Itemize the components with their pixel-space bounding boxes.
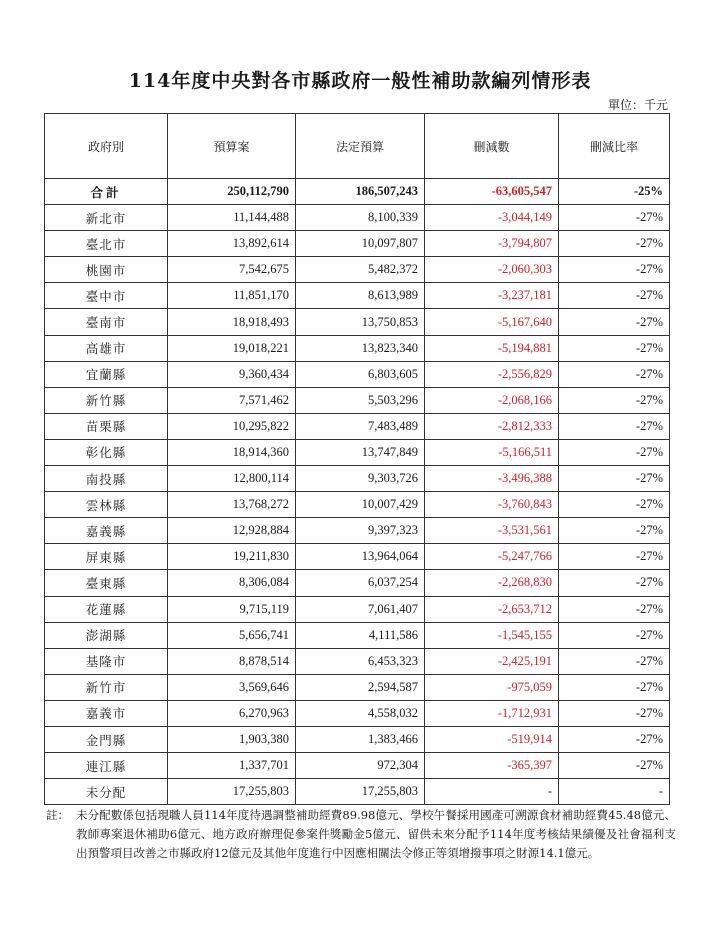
cut-amount: -5,247,766 bbox=[425, 544, 559, 570]
legal-budget: 7,483,489 bbox=[296, 413, 425, 439]
legal-budget: 6,803,605 bbox=[296, 361, 425, 387]
cut-amount: - bbox=[425, 779, 559, 805]
budget-proposal: 5,656,741 bbox=[168, 622, 296, 648]
legal-budget: 10,007,429 bbox=[296, 492, 425, 518]
legal-budget: 6,037,254 bbox=[296, 570, 425, 596]
government-name: 南投縣 bbox=[45, 466, 168, 492]
government-name: 花蓮縣 bbox=[45, 596, 168, 622]
government-name: 基隆市 bbox=[45, 648, 168, 674]
cut-ratio: -27% bbox=[559, 466, 670, 492]
legal-budget: 6,453,323 bbox=[296, 648, 425, 674]
legal-budget: 10,097,807 bbox=[296, 231, 425, 257]
government-name: 新竹縣 bbox=[45, 387, 168, 413]
cut-ratio: -27% bbox=[559, 544, 670, 570]
legal-budget: 9,303,726 bbox=[296, 466, 425, 492]
table-row bbox=[45, 439, 670, 465]
cut-amount: -5,167,640 bbox=[425, 309, 559, 335]
table-row bbox=[45, 596, 670, 622]
budget-proposal: 11,851,170 bbox=[168, 283, 296, 309]
government-name: 未分配 bbox=[45, 779, 168, 805]
legal-budget: 13,823,340 bbox=[296, 335, 425, 361]
cut-amount: -3,044,149 bbox=[425, 205, 559, 231]
unit-label: 單位：千元 bbox=[607, 98, 668, 112]
cut-ratio: - bbox=[559, 779, 670, 805]
cut-amount: -3,794,807 bbox=[425, 231, 559, 257]
table-row bbox=[45, 361, 670, 387]
cut-amount: -3,531,561 bbox=[425, 518, 559, 544]
cut-amount: -365,397 bbox=[425, 753, 559, 779]
budget-proposal: 6,270,963 bbox=[168, 700, 296, 726]
legal-budget: 5,503,296 bbox=[296, 387, 425, 413]
legal-budget: 9,397,323 bbox=[296, 518, 425, 544]
government-name: 新竹市 bbox=[45, 674, 168, 700]
table-row bbox=[45, 700, 670, 726]
cut-ratio: -27% bbox=[559, 674, 670, 700]
legal-budget: 4,558,032 bbox=[296, 700, 425, 726]
table-row bbox=[45, 257, 670, 283]
cut-amount: -519,914 bbox=[425, 726, 559, 752]
government-name: 連江縣 bbox=[45, 753, 168, 779]
table-row bbox=[45, 309, 670, 335]
table-row bbox=[45, 726, 670, 752]
cut-amount: -2,653,712 bbox=[425, 596, 559, 622]
legal-budget: 972,304 bbox=[296, 753, 425, 779]
cut-ratio: -27% bbox=[559, 205, 670, 231]
cut-ratio: -27% bbox=[559, 596, 670, 622]
table-row bbox=[45, 413, 670, 439]
government-name: 苗栗縣 bbox=[45, 413, 168, 439]
cut-ratio: -27% bbox=[559, 309, 670, 335]
column-header-cut-amount: 刪減數 bbox=[425, 114, 559, 179]
total-legal-budget: 186,507,243 bbox=[296, 179, 425, 205]
table-row bbox=[45, 779, 670, 805]
legal-budget: 17,255,803 bbox=[296, 779, 425, 805]
table-row bbox=[45, 674, 670, 700]
cut-amount: -3,496,388 bbox=[425, 466, 559, 492]
table-row bbox=[45, 283, 670, 309]
budget-proposal: 12,928,884 bbox=[168, 518, 296, 544]
cut-amount: -1,545,155 bbox=[425, 622, 559, 648]
cut-ratio: -27% bbox=[559, 622, 670, 648]
table-row bbox=[45, 387, 670, 413]
cut-ratio: -27% bbox=[559, 387, 670, 413]
cut-amount: -1,712,931 bbox=[425, 700, 559, 726]
budget-proposal: 18,914,360 bbox=[168, 439, 296, 465]
cut-ratio: -27% bbox=[559, 231, 670, 257]
table-row bbox=[45, 753, 670, 779]
budget-proposal: 7,571,462 bbox=[168, 387, 296, 413]
total-label: 合計 bbox=[45, 179, 168, 205]
legal-budget: 13,964,064 bbox=[296, 544, 425, 570]
legal-budget: 8,100,339 bbox=[296, 205, 425, 231]
cut-amount: -2,425,191 bbox=[425, 648, 559, 674]
cut-amount: -975,059 bbox=[425, 674, 559, 700]
total-cut: -63,605,547 bbox=[425, 179, 559, 205]
legal-budget: 7,061,407 bbox=[296, 596, 425, 622]
budget-proposal: 8,306,084 bbox=[168, 570, 296, 596]
table-row bbox=[45, 205, 670, 231]
cut-ratio: -27% bbox=[559, 283, 670, 309]
table-row bbox=[45, 648, 670, 674]
cut-amount: -2,268,830 bbox=[425, 570, 559, 596]
table-row bbox=[45, 335, 670, 361]
cut-ratio: -27% bbox=[559, 570, 670, 596]
government-name: 嘉義縣 bbox=[45, 518, 168, 544]
government-name: 臺中市 bbox=[45, 283, 168, 309]
budget-proposal: 11,144,488 bbox=[168, 205, 296, 231]
cut-amount: -3,760,843 bbox=[425, 492, 559, 518]
government-name: 桃園市 bbox=[45, 257, 168, 283]
footnote bbox=[46, 806, 676, 863]
cut-ratio: -27% bbox=[559, 492, 670, 518]
budget-proposal: 9,360,434 bbox=[168, 361, 296, 387]
budget-proposal: 18,918,493 bbox=[168, 309, 296, 335]
table-row bbox=[45, 518, 670, 544]
cut-ratio: -27% bbox=[559, 335, 670, 361]
government-name: 彰化縣 bbox=[45, 439, 168, 465]
government-name: 嘉義市 bbox=[45, 700, 168, 726]
cut-amount: -2,812,333 bbox=[425, 413, 559, 439]
legal-budget: 2,594,587 bbox=[296, 674, 425, 700]
cut-ratio: -27% bbox=[559, 648, 670, 674]
legal-budget: 13,747,849 bbox=[296, 439, 425, 465]
legal-budget: 4,111,586 bbox=[296, 622, 425, 648]
total-ratio: -25% bbox=[559, 179, 670, 205]
page-title: 114年度中央對各市縣政府一般性補助款編列情形表 bbox=[128, 70, 592, 92]
budget-proposal: 17,255,803 bbox=[168, 779, 296, 805]
government-name: 臺南市 bbox=[45, 309, 168, 335]
budget-proposal: 1,337,701 bbox=[168, 753, 296, 779]
government-name: 屏東縣 bbox=[45, 544, 168, 570]
budget-proposal: 12,800,114 bbox=[168, 466, 296, 492]
budget-proposal: 9,715,119 bbox=[168, 596, 296, 622]
budget-proposal: 3,569,646 bbox=[168, 674, 296, 700]
cut-amount: -2,556,829 bbox=[425, 361, 559, 387]
cut-amount: -5,166,511 bbox=[425, 439, 559, 465]
government-name: 雲林縣 bbox=[45, 492, 168, 518]
government-name: 新北市 bbox=[45, 205, 168, 231]
cut-ratio: -27% bbox=[559, 257, 670, 283]
budget-proposal: 10,295,822 bbox=[168, 413, 296, 439]
government-name: 高雄市 bbox=[45, 335, 168, 361]
legal-budget: 8,613,989 bbox=[296, 283, 425, 309]
government-name: 臺北市 bbox=[45, 231, 168, 257]
budget-proposal: 7,542,675 bbox=[168, 257, 296, 283]
column-header-legal-budget: 法定預算 bbox=[296, 114, 425, 179]
cut-ratio: -27% bbox=[559, 361, 670, 387]
budget-proposal: 19,018,221 bbox=[168, 335, 296, 361]
table-header-row bbox=[45, 114, 670, 179]
table-row bbox=[45, 570, 670, 596]
cut-ratio: -27% bbox=[559, 413, 670, 439]
cut-ratio: -27% bbox=[559, 439, 670, 465]
cut-amount: -3,237,181 bbox=[425, 283, 559, 309]
table-row bbox=[45, 544, 670, 570]
government-name: 臺東縣 bbox=[45, 570, 168, 596]
government-name: 金門縣 bbox=[45, 726, 168, 752]
budget-proposal: 13,768,272 bbox=[168, 492, 296, 518]
footnote-label: 註： bbox=[46, 808, 69, 822]
legal-budget: 1,383,466 bbox=[296, 726, 425, 752]
budget-proposal: 8,878,514 bbox=[168, 648, 296, 674]
government-name: 宜蘭縣 bbox=[45, 361, 168, 387]
total-row bbox=[45, 179, 670, 205]
budget-proposal: 19,211,830 bbox=[168, 544, 296, 570]
column-header-cut-ratio: 刪減比率 bbox=[559, 114, 670, 179]
budget-proposal: 13,892,614 bbox=[168, 231, 296, 257]
cut-ratio: -27% bbox=[559, 700, 670, 726]
column-header-government: 政府別 bbox=[45, 114, 168, 179]
cut-amount: -2,060,303 bbox=[425, 257, 559, 283]
cut-amount: -2,068,166 bbox=[425, 387, 559, 413]
cut-ratio: -27% bbox=[559, 753, 670, 779]
cut-amount: -5,194,881 bbox=[425, 335, 559, 361]
government-name: 澎湖縣 bbox=[45, 622, 168, 648]
legal-budget: 5,482,372 bbox=[296, 257, 425, 283]
budget-table bbox=[44, 113, 670, 805]
table-row bbox=[45, 231, 670, 257]
legal-budget: 13,750,853 bbox=[296, 309, 425, 335]
table-row bbox=[45, 492, 670, 518]
footnote-text: 未分配數係包括現職人員114年度待遇調整補助經費89.98億元、學校午餐採用國產可溯源食材補助經費45.48億元、教師專案退休補助6億元、地方政府辦理促參案件獎勵金5億元、留供未來分配予114年度考核結果績優及社會福利支出預警項目改善之市縣政府12億元及其他年度進行中因應相關法令修正等須增撥事項之財源14.1億元。 bbox=[76, 808, 676, 860]
cut-ratio: -27% bbox=[559, 726, 670, 752]
table-row bbox=[45, 466, 670, 492]
column-header-budget-proposal: 預算案 bbox=[168, 114, 296, 179]
cut-ratio: -27% bbox=[559, 518, 670, 544]
total-budget: 250,112,790 bbox=[168, 179, 296, 205]
budget-proposal: 1,903,380 bbox=[168, 726, 296, 752]
table-row bbox=[45, 622, 670, 648]
